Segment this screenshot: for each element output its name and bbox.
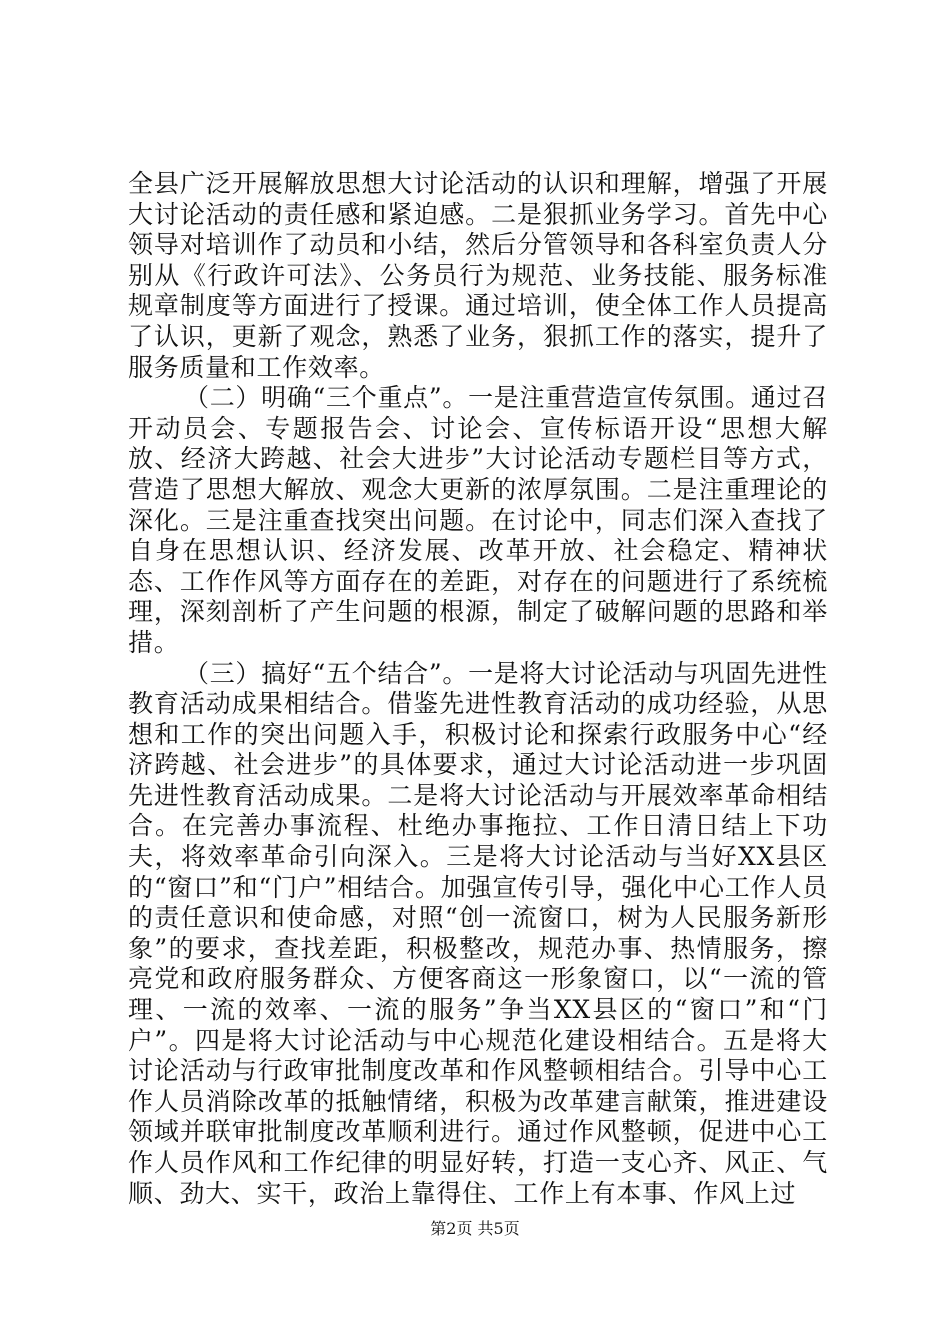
page-number-footer: 第2页 共5页 (430, 1219, 520, 1238)
document-body (128, 169, 828, 1209)
paragraph-2: （二）明确“三个重点”。一是注重营造宣传氛围。通过召开动员会、专题报告会、讨论会、宣传标语开设“思想大解放、经济大跨越、社会大进步”大讨论活动专题栏目等方式，营造了思想大解放、观念大更新的浓厚氛围。二是注重理论的深化。三是注重查找突出问题。在讨论中，同志们深入查找了自身在思想认识、经济发展、改革开放、社会稳定、精神状态、工作作风等方面存在的差距，对存在的问题进行了系统梳理，深刻剖析了产生问题的根源，制定了破解问题的思路和举措。 (128, 383, 828, 657)
paragraph-1: 全县广泛开展解放思想大讨论活动的认识和理解，增强了开展大讨论活动的责任感和紧迫感。二是狠抓业务学习。首先中心领导对培训作了动员和小结，然后分管领导和各科室负责人分别从《行政许可法》、公务员行为规范、业务技能、服务标准规章制度等方面进行了授课。通过培训，使全体工作人员提高了认识，更新了观念，熟悉了业务，狠抓工作的落实，提升了服务质量和工作效率。 (128, 169, 828, 382)
paragraph-3: （三）搞好“五个结合”。一是将大讨论活动与巩固先进性教育活动成果相结合。借鉴先进性教育活动的成功经验，从思想和工作的突出问题入手，积极讨论和探索行政服务中心“经济跨越、社会进步”的具体要求，通过大讨论活动进一步巩固先进性教育活动成果。二是将大讨论活动与开展效率革命相结合。在完善办事流程、杜绝办事拖拉、工作日清日结上下功夫，将效率革命引向深入。三是将大讨论活动与当好XX县区的“窗口”和“门户”相结合。加强宣传引导，强化中心工作人员的责任意识和使命感，对照“创一流窗口，树为人民服务新形象”的要求，查找差距，积极整改，规范办事、热情服务，擦亮党和政府服务群众、方便客商这一形象窗口，以“一流的管理、一流的效率、一流的服务”争当XX县区的“窗口”和“门户”。四是将大讨论活动与中心规范化建设相结合。五是将大讨论活动与行政审批制度改革和作风整顿相结合。引导中心工作人员消除改革的抵触情绪，积极为改革建言献策，推进建设领域并联审批制度改革顺利进行。通过作风整顿，促进中心工作人员作风和工作纪律的明显好转，打造一支心齐、风正、气顺、劲大、实干，政治上靠得住、工作上有本事、作风上过 (128, 658, 828, 1208)
